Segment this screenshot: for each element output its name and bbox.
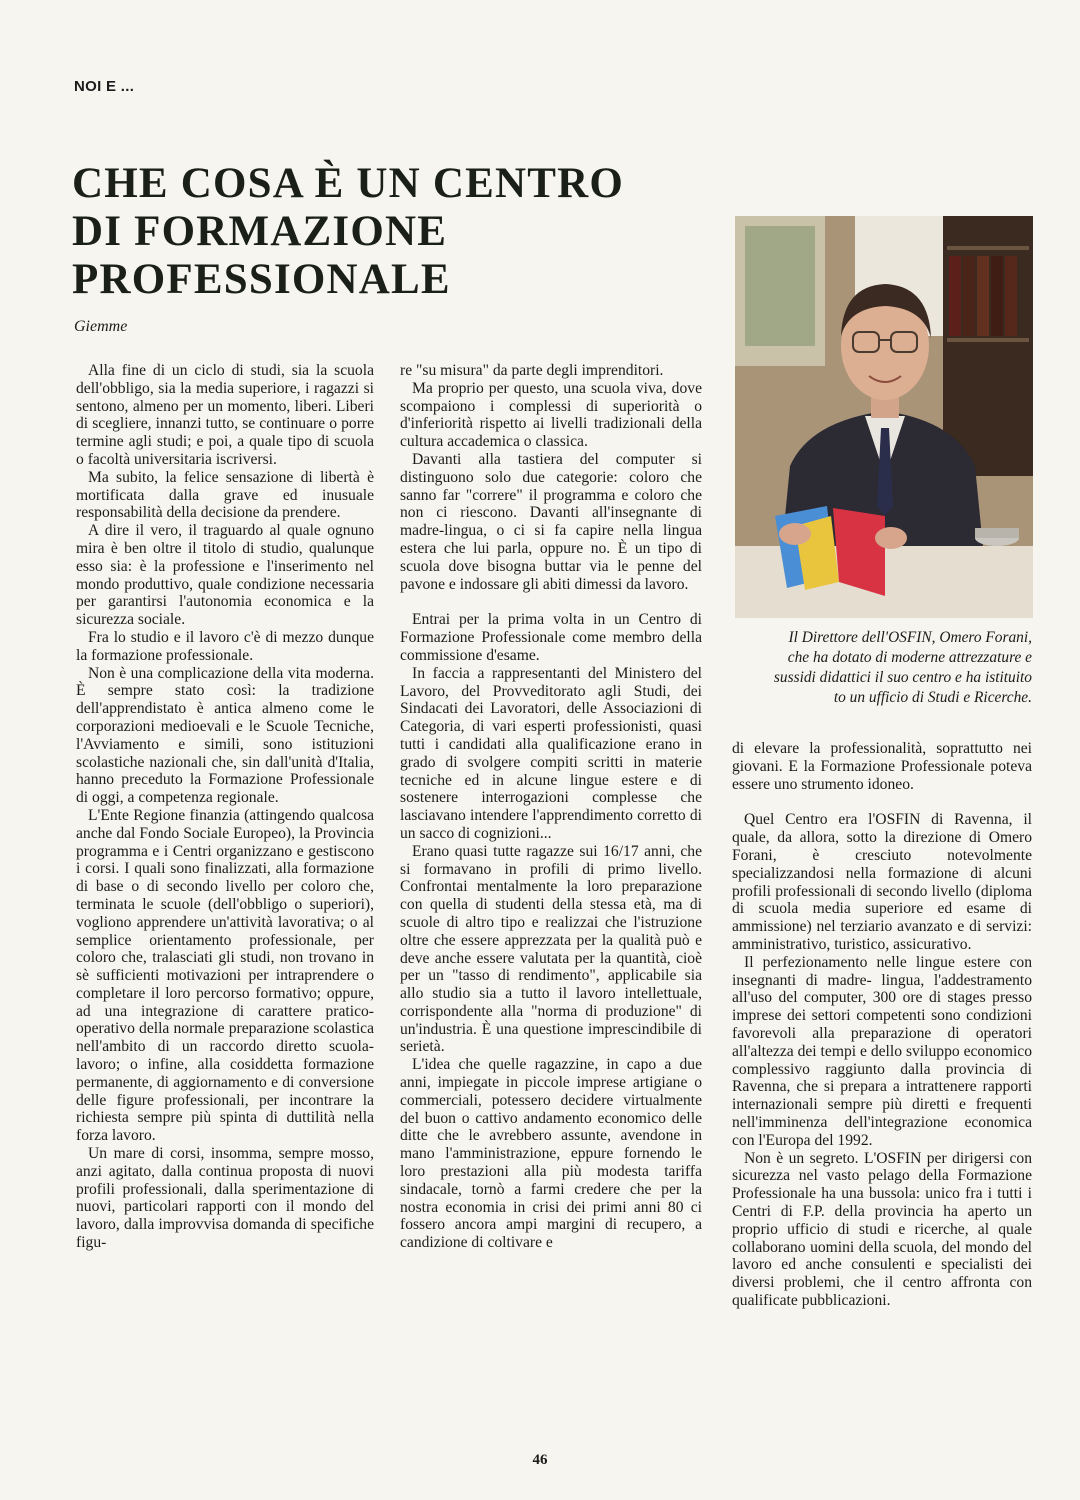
paragraph: Un mare di corsi, insomma, sempre mosso, anzi agitato, dalla continua proposta di nuovi profili professionali, dalla sperimentazione di nuovi, particolari rapporti con il mondo del lavoro, dalla improvvisa domanda di specifiche figu- — [76, 1145, 374, 1252]
title-line: PROFESSIONALE — [72, 256, 451, 303]
paragraph: di elevare la professionalità, soprattutto nei giovani. E la Formazione Professionale poteva essere uno strumento idoneo. — [732, 740, 1032, 793]
photo-caption — [734, 628, 1032, 708]
paragraph: Non è un segreto. L'OSFIN per dirigersi con sicurezza nel vasto pelago della Formazione Professionale ha una bussola: unico fra i tutti i Centri di F.P. della provincia ha aperto un proprio ufficio di studi e ricerche, al quale collaborano uomini della scuola, del mondo del lavoro ed anche consulenti e specialisti dei diversi problemi, che il centro affronta con qualificate pubblicazioni. — [732, 1149, 1032, 1309]
caption-line: che ha dotato di moderne attrezzature e — [787, 649, 1032, 666]
paragraph: Erano quasi tutte ragazze sui 16/17 anni, che si formavano in profili di primo livello. Confrontai mentalmente la loro preparazione con quella di studenti della stessa età, ma di scuole di altro tipo e realizzai che l'istruzione oltre che essere apprezzata per la qualità può e deve anche essere valutata per la quantità, cioè per un "tasso di rendimento", applicabile sia allo studio sia a tutto il lavoro intellettuale, corrispondente alla "norma di produzione" di un'industria. È una questione imprescindibile di serietà. — [400, 842, 702, 1056]
title-line: CHE COSA È UN CENTRO — [72, 160, 625, 207]
paragraph: Quel Centro era l'OSFIN di Ravenna, il quale, da allora, sotto la direzione di Omero Forani, è cresciuto notevolmente specializzandosi nella formazione di alcuni profili professionali di secondo livello (diploma di scuola media superiore ed esame di ammissione) nel terziario avanzato e di servizi: amministrativo, turistico, assicurativo. — [732, 811, 1032, 953]
paragraph: Alla fine di un ciclo di studi, sia la scuola dell'obbligo, sia la media superiore, i ragazzi si sentono, almeno per un momento, liberi. Liberi di scegliere, innanzi tutto, se continuare o porre termine agli studi; e poi, a quale tipo di scuola o facoltà universitaria iscriversi. — [76, 362, 374, 468]
paragraph: Ma subito, la felice sensazione di libertà è mortificata dalla grave ed inusuale responsabilità della decisione da prendere. — [76, 468, 374, 522]
text-column-3 — [732, 740, 1032, 1480]
caption-line: Il Direttore dell'OSFIN, Omero Forani, — [788, 629, 1032, 646]
paragraph: L'Ente Regione finanzia (attingendo qualcosa anche dal Fondo Sociale Europeo), la Provincia programma e i Centri organizzano e gestiscono i corsi. I quali sono finalizzati, alla formazione di base o di secondo livello per coloro che, terminata le scuole (dell'obbligo o superiori), vogliono apprendere un'attività lavorativa; o al semplice orientamento professionale, per coloro che, tralasciati gli studi, non trovano in sè sufficienti motivazioni per intraprendere o completare il loro percorso formativo; oppure, ad una integrazione di carattere pratico- operativo della normale preparazione scolastica nell'ambito di un raccordo diretto scuola-lavoro; o infine, alla cosiddetta formazione permanente, di aggiornamento e di conversione delle figure professionali, per incontrare la richiesta sempre più spinta di duttilità nella forza lavoro. — [76, 806, 374, 1145]
paragraph: A dire il vero, il traguardo al quale ognuno mira è ben oltre il titolo di studio, qualunque esso sia: è la professione e l'inserimento nel mondo produttivo, quale condizione necessaria per garantirsi l'autonomia economica e la sicurezza sociale. — [76, 522, 374, 629]
page-number: 46 — [532, 1452, 548, 1468]
text-column-1 — [76, 362, 374, 1462]
title-line: DI FORMAZIONE — [72, 208, 448, 255]
paragraph: Entrai per la prima volta in un Centro di Formazione Professionale come membro della commissione d'esame. — [400, 611, 702, 664]
text-column-2 — [400, 362, 702, 1462]
paragraph: Il perfezionamento nelle lingue estere con insegnanti di madre- lingua, l'addestramento all'uso del computer, 300 ore di stages presso imprese dei settori competenti sono condizioni favorevoli alla preparazione di operatori all'altezza dei tempi e dello sviluppo economico complessivo raggiunto dalla provincia di Ravenna, che si prepara a intrattenere rapporti internazionali sempre più diretti e frequenti nell'imminenza dell'integrazione economica con l'Europa del 1992. — [732, 953, 1032, 1149]
article-title — [72, 160, 712, 304]
section-label: NOI E ... — [74, 78, 135, 95]
director-photo — [735, 216, 1033, 618]
paragraph: Fra lo studio e il lavoro c'è di mezzo dunque la formazione professionale. — [76, 628, 374, 664]
paragraph: Davanti alla tastiera del computer si distinguono solo due categorie: coloro che sanno far "correre" il programma e coloro che non ci riescono. Davanti all'insegnante di madre-lingua, o ci si fa capire nella lingua estera che lui parla, oppure no. È un tipo di scuola dove bisogna buttar via le penne del pavone e indossare gli abiti dimessi da lavoro. — [400, 450, 702, 593]
photo-illustration — [735, 216, 1033, 618]
author-byline: Giemme — [74, 318, 128, 335]
paragraph: re "su misura" da parte degli imprenditori. — [400, 362, 664, 379]
paragraph: In faccia a rappresentanti del Ministero del Lavoro, del Provveditorato agli Studi, dei Sindacati dei Lavoratori, delle Associazioni di Categoria, di vari esperti professionisti, quasi tutti i candidati alla qualificazione erano in grado di svolgere compiti scritti in materie tecniche ed in alcune lingue estere e di sostenere interrogazioni complesse che lasciavano intendere l'apprendimento corretto di un sacco di cognizioni... — [400, 664, 702, 842]
caption-line: to un ufficio di Studi e Ricerche. — [833, 689, 1032, 706]
paragraph: Ma proprio per questo, una scuola viva, dove scompaiono i complessi di superiorità o d'inferiorità rispetto ai livelli tradizionali della cultura accademica o classica. — [400, 379, 702, 451]
paragraph: Non è una complicazione della vita moderna. È sempre stato così: la tradizione dell'apprendistato è antica almeno come le corporazioni medioevali e le Scuole Tecniche, l'Avviamento e simili, sono istituzioni scolastiche nazionali che, sin dall'unità d'Italia, hanno preceduto la Formazione Professionale di oggi, a competenza regionale. — [76, 664, 374, 807]
caption-line: sussidi didattici il suo centro e ha istituito — [773, 669, 1032, 686]
paragraph: L'idea che quelle ragazzine, in capo a due anni, impiegate in piccole imprese artigiane o commerciali, potessero decidere virtualmente del buon o cattivo andamento economico delle ditte che le avrebbero assunte, avendone in mano l'amministrazione, eppure fornendo le loro prestazioni alla più modesta tariffa sindacale, tornò a farmi credere che per la nostra economia in crisi dei primi anni 80 ci fossero ancora ampi margini di recupero, a candizione di coltivare e — [400, 1056, 702, 1252]
